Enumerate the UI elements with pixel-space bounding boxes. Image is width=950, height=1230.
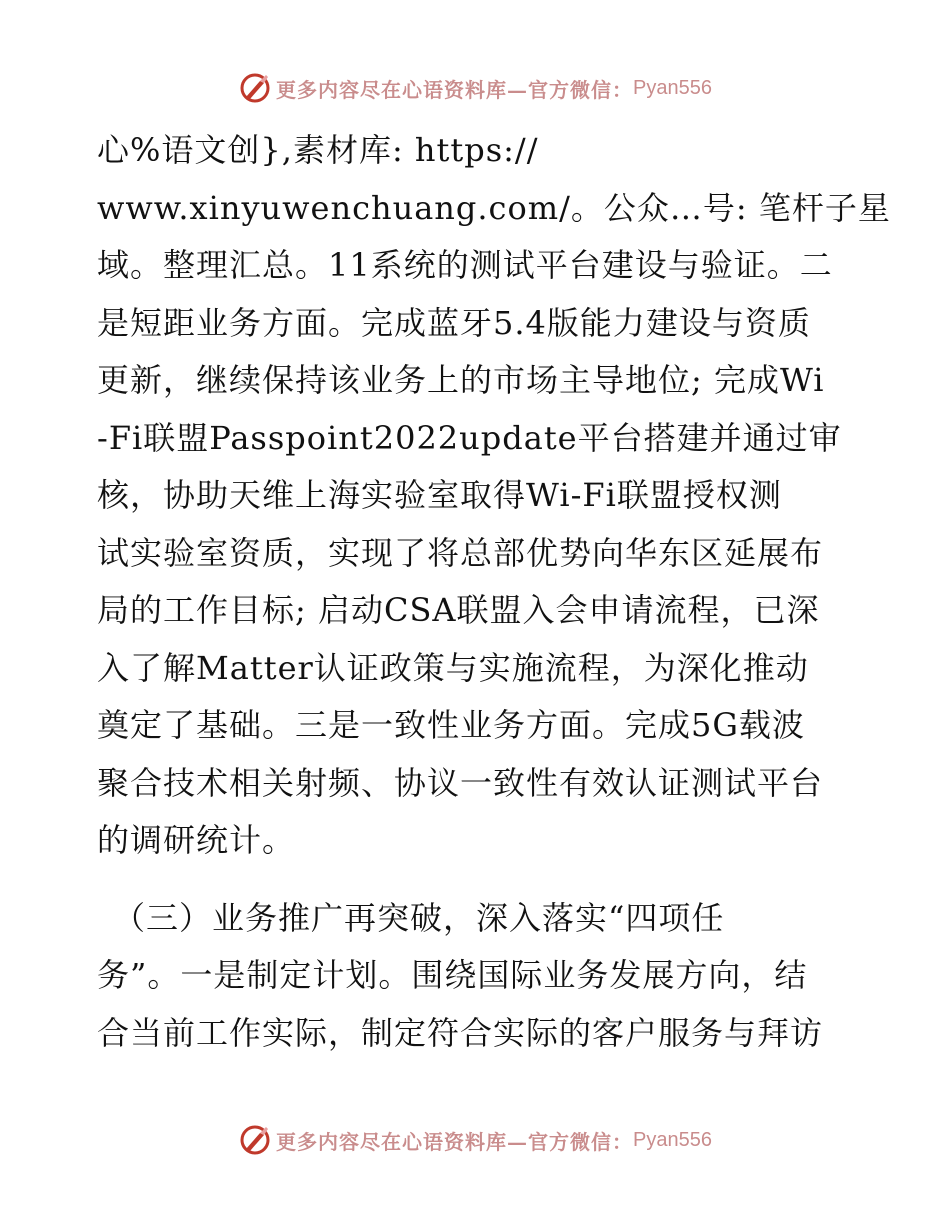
banner-text: 更多内容尽在心语资料库—官方微信： [276,77,634,102]
header-watermark [0,68,950,108]
section-heading-line: （三）业务推广再突破，深入落实“四项任 [113,898,725,937]
text-line: 入了解Matter认证政策与实施流程，为深化推动 [97,648,809,687]
text-line: 是短距业务方面。完成蓝牙5.4版能力建设与资质 [97,303,811,342]
text-line: -Fi联盟Passpoint2022update平台搭建并通过审 [97,418,842,457]
text-line: 心%语文创},素材库: https:// [97,131,539,169]
text-line: 务”。一是制定计划。围绕国际业务发展方向，结 [97,956,808,994]
pen-logo-icon [238,1123,272,1157]
text-line: 更新，继续保持该业务上的市场主导地位; 完成Wi [97,361,825,399]
text-line: 奠定了基础。三是一致性业务方面。完成5G载波 [97,706,805,744]
paragraph [97,890,857,1063]
text-line: 合当前工作实际，制定符合实际的客户服务与拜访 [97,1013,824,1052]
text-line: 域。整理汇总。11系统的测试平台建设与验证。二 [97,246,833,284]
pen-logo-icon [238,71,272,105]
text-line: 局的工作目标; 启动CSA联盟入会申请流程，已深 [97,591,820,629]
text-line: 核，协助天维上海实验室取得Wi-Fi联盟授权测 [97,476,782,514]
paragraph-gap [97,870,857,890]
paragraph [97,122,891,870]
text-line: www.xinyuwenchuang.com/。公众…号: 笔杆子星 [97,188,891,227]
document-body [97,122,891,1062]
text-line: 聚合技术相关射频、协议一致性有效认证测试平台 [97,763,824,802]
banner-text: 更多内容尽在心语资料库—官方微信： [276,1129,634,1154]
text-line: 的调研统计。 [97,821,296,859]
footer-watermark [0,1120,950,1160]
banner-handle: Pyan556 [633,76,712,99]
text-line: 试实验室资质，实现了将总部优势向华东区延展布 [97,533,824,572]
banner-handle: Pyan556 [633,1128,712,1151]
